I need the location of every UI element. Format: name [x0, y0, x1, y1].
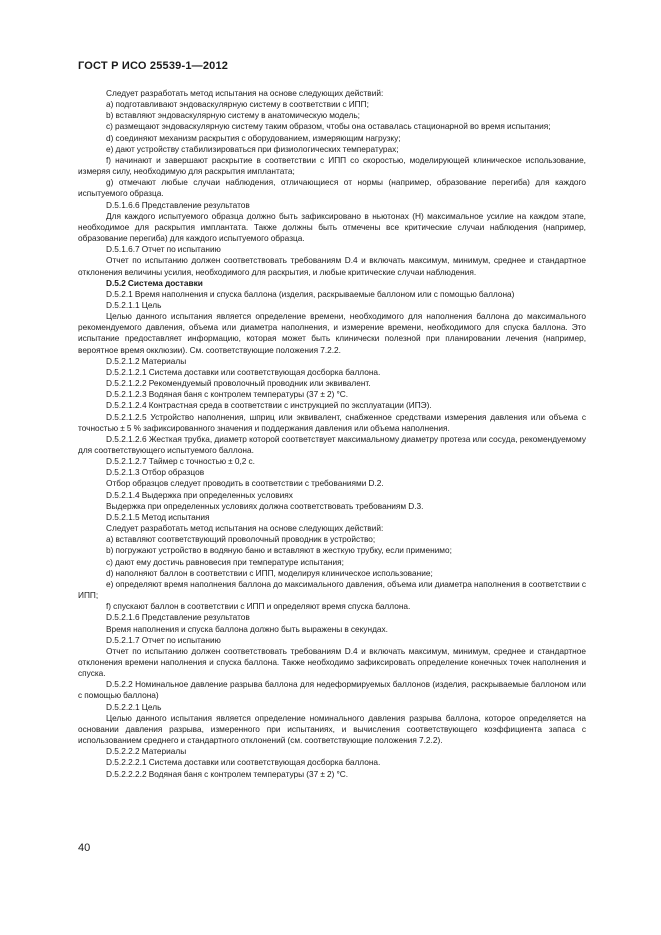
paragraph: Целью данного испытания является определение времени, необходимого для наполнения баллона до максимального рекомендуемого давления, объема или диаметра наполнения, и измерение времени, необходимого для спуска баллона. Это испытание предоставляет информацию, которая может быть клинически полезной при планировании лечения (например, вероятное время окклюзии). См. соответствующие положения 7.2.2.: [78, 311, 586, 355]
paragraph: D.5.2.1.2.5 Устройство наполнения, шприц или эквивалент, снабженное средствами измерения давления или объема с точностью ± 5 % зафиксированного значения и поддержания давления или объема наполнения.: [78, 411, 586, 433]
paragraph: D.5.2.1.6 Представление результатов: [106, 612, 250, 623]
paragraph: e) дают устройству стабилизироваться при физиологических температурах;: [106, 143, 399, 154]
paragraph: D.5.2.1 Время наполнения и спуска баллона (изделия, раскрываемые баллоном или с помощью баллона): [106, 288, 515, 299]
paragraph: Время наполнения и спуска баллона должно быть выражены в секундах.: [106, 623, 388, 634]
paragraph: Выдержка при определенных условиях должна соответствовать требованиям D.3.: [106, 500, 424, 511]
paragraph: D.5.2.1.5 Метод испытания: [106, 511, 210, 522]
paragraph: f) начинают и завершают раскрытие в соответствии с ИПП со скоростью, моделирующей клиническое использование, измеряя силу, необходимую для раскрытия имплантата;: [78, 154, 586, 177]
paragraph: Отчет по испытанию должен соответствовать требованиям D.4 и включать максимум, минимум, среднее и стандартное отклонения времени наполнения и спуска баллона. Также необходимо зафиксировать определение конечных точек наполнения и спуска.: [78, 645, 586, 679]
paragraph: D.5.2.1.2.2 Рекомендуемый проволочный проводник или эквивалент.: [106, 378, 371, 389]
paragraph: c) размещают эндоваскулярную систему таким образом, чтобы она оставалась стационарной во время испытания;: [106, 121, 551, 132]
paragraph: Целью данного испытания является определение номинального давления разрыва баллона, которое определяется на основании давления разрыва, измеренного при испытаниях, и вычисления соответствующего коэффициента запаса с использованием среднего и стандартного отклонений (см. соответствующие положения 7.2.2).: [78, 712, 586, 746]
page-number: 40: [78, 842, 91, 854]
paragraph: D.5.1.6.7 Отчет по испытанию: [106, 244, 221, 255]
paragraph: D.5.2 Система доставки: [106, 277, 203, 288]
paragraph: b) погружают устройство в водяную баню и вставляют в жесткую трубку, если применимо;: [106, 545, 452, 556]
paragraph: Отбор образцов следует проводить в соответствии с требованиями D.2.: [106, 478, 384, 489]
paragraph: D.5.2.1.2.1 Система доставки или соответствующая досборка баллона.: [106, 366, 381, 377]
paragraph: D.5.1.6.6 Представление результатов: [106, 199, 250, 210]
paragraph: D.5.2.1.3 Отбор образцов: [106, 467, 205, 478]
paragraph: D.5.2.1.2.4 Контрастная среда в соответствии с инструкцией по эксплуатации (ИПЭ).: [106, 400, 432, 411]
paragraph: b) вставляют эндоваскулярную систему в анатомическую модель;: [106, 110, 360, 121]
paragraph: D.5.2.1.2 Материалы: [106, 355, 187, 366]
paragraph: D.5.2.1.2.6 Жесткая трубка, диаметр которой соответствует максимальному диаметру протеза или сосуда, рекомендуемому для соответствующего испытуемого баллона.: [78, 433, 586, 455]
paragraph: d) наполняют баллон в соответствии с ИПП, моделируя клиническое использование;: [106, 567, 433, 578]
paragraph: Следует разработать метод испытания на основе следующих действий:: [106, 88, 384, 98]
document-header: ГОСТ Р ИСО 25539-1—2012: [78, 60, 229, 72]
paragraph: D.5.2.2.2 Материалы: [106, 746, 187, 757]
paragraph: Следует разработать метод испытания на основе следующих действий:: [106, 523, 384, 534]
paragraph: d) соединяют механизм раскрытия с оборудованием, измеряющим нагрузку;: [106, 132, 401, 143]
paragraph: g) отмечают любые случаи наблюдения, отличающиеся от нормы (например, образование перегиба) для каждого испытуемого образца.: [78, 177, 586, 199]
paragraph: D.5.2.1.1 Цель: [106, 299, 162, 310]
paragraph: Отчет по испытанию должен соответствовать требованиям D.4 и включать максимум, минимум, среднее и стандартное отклонения величины усилия, необходимого для раскрытия, и любые критические случаи наблюдения.: [78, 255, 586, 277]
paragraph: D.5.2.2.2.2 Водяная баня с контролем температуры (37 ± 2) °С.: [106, 768, 349, 779]
paragraph: a) подготавливают эндоваскулярную систему в соответствии с ИПП;: [106, 99, 369, 110]
paragraph: e) определяют время наполнения баллона до максимального давления, объема или диаметра наполнения в соответствии с ИПП;: [78, 578, 586, 601]
paragraph: D.5.2.2.1 Цель: [106, 701, 162, 712]
paragraph: f) спускают баллон в соответствии с ИПП и определяют время спуска баллона.: [106, 601, 411, 612]
paragraph: D.5.2.1.7 Отчет по испытанию: [106, 634, 221, 645]
paragraph: D.5.2.2.2.1 Система доставки или соответствующая досборка баллона.: [106, 757, 381, 768]
paragraph: a) вставляют соответствующий проволочный проводник в устройство;: [106, 534, 376, 545]
document-body: [78, 88, 586, 780]
paragraph: D.5.2.1.4 Выдержка при определенных условиях: [106, 489, 293, 500]
paragraph: c) дают ему достичь равновесия при температуре испытания;: [106, 556, 344, 567]
paragraph: Для каждого испытуемого образца должно быть зафиксировано в ньютонах (Н) максимальное усилие на каждом этапе, необходимое для раскрытия имплантата. Также должны быть отмечены все критические случаи наблюдения (например, образование перегиба) для каждого испытуемого образца.: [78, 210, 586, 244]
paragraph: D.5.2.2 Номинальное давление разрыва баллона для недеформируемых баллонов (изделия, раскрываемые баллоном или с помощью баллона): [78, 679, 586, 701]
paragraph: D.5.2.1.2.3 Водяная баня с контролем температуры (37 ± 2) °С.: [106, 389, 349, 400]
paragraph: D.5.2.1.2.7 Таймер с точностью ± 0,2 с.: [106, 456, 255, 467]
